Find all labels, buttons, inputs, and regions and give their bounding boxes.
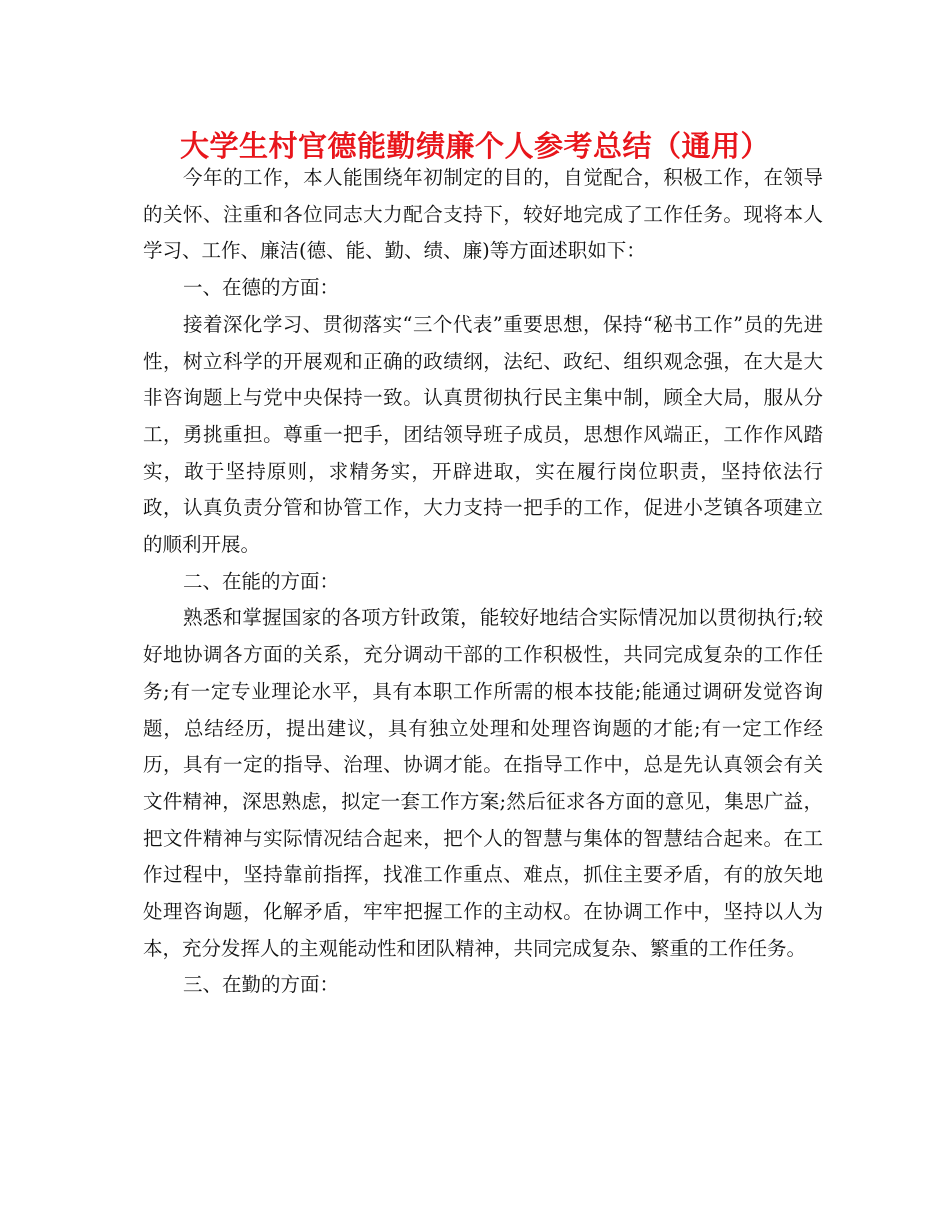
paragraph-de: 接着深化学习、贯彻落实“三个代表”重要思想，保持“秘书工作”员的先进性，树立科学的开展观和正确的政绩纲，法纪、政纪、组织观念强，在大是大非咨询题上与党中央保持一致。认真贯彻执行民主集中制，顾全大局，服从分工，勇挑重担。尊重一把手，团结领导班子成员，思想作风端正，工作作风踏实，敢于坚持原则，求精务实，开辟进取，实在履行岗位职责，坚持依法行政，认真负责分管和协管工作，大力支持一把手的工作，促进小芝镇各项建立的顺利开展。 [143,312,823,557]
paragraph-intro: 今年的工作，本人能围绕年初制定的目的，自觉配合，积极工作，在领导的关怀、注重和各位同志大力配合支持下，较好地完成了工作任务。现将本人学习、工作、廉洁(德、能、勤、绩、廉)等方面述职如下： [143,166,823,263]
section-heading-de: 一、在德的方面： [183,276,340,300]
paragraph-neng: 熟悉和掌握国家的各项方针政策，能较好地结合实际情况加以贯彻执行;较好地协调各方面的关系，充分调动干部的工作积极性，共同完成复杂的工作任务;有一定专业理论水平，具有本职工作所需的根本技能;能通过调研发觉咨询题，总结经历，提出建议，具有独立处理和处理咨询题的才能;有一定工作经历，具有一定的指导、治理、协调才能。在指导工作中，总是先认真领会有关文件精神，深思熟虑，拟定一套工作方案;然后征求各方面的意见，集思广益，把文件精神与实际情况结合起来，把个人的智慧与集体的智慧结合起来。在工作过程中，坚持靠前指挥，找准工作重点、难点，抓住主要矛盾，有的放矢地处理咨询题，化解矛盾，牢牢把握工作的主动权。在协调工作中，坚持以人为本，充分发挥人的主观能动性和团队精神，共同完成复杂、繁重的工作任务。 [143,606,823,960]
section-heading-qin: 三、在勤的方面： [183,973,340,997]
document-body [143,160,823,1004]
document-title: 大学生村官德能勤绩廉个人参考总结（通用） [179,129,770,163]
section-heading-neng: 二、在能的方面： [183,569,340,593]
